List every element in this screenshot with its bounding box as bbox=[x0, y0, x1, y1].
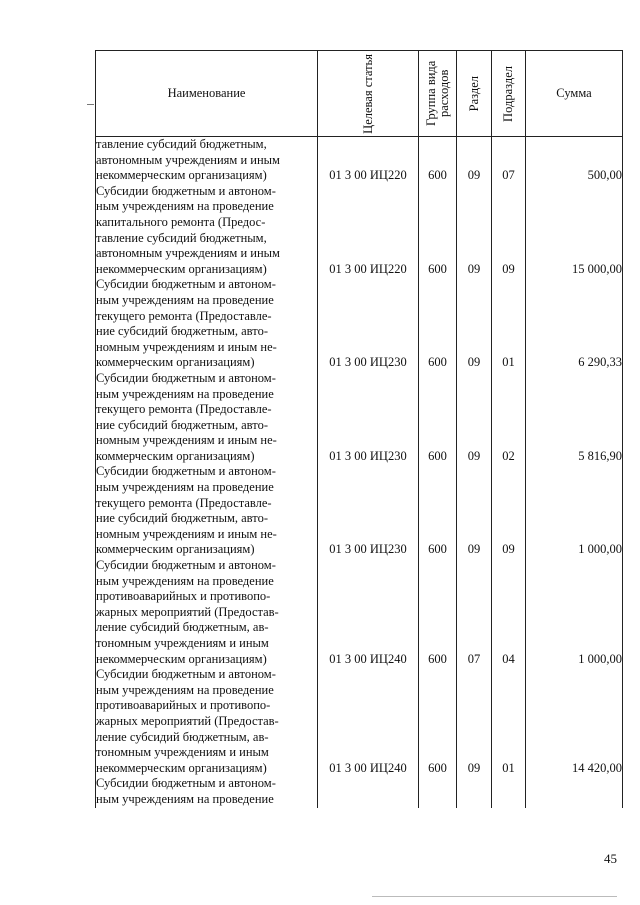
header-expense-group: Группа вида расходов bbox=[419, 51, 457, 137]
name-line: Субсидии бюджетным и автоном- bbox=[96, 183, 276, 198]
row-expense-group: 600 bbox=[419, 558, 457, 667]
row-subsection: 04 bbox=[492, 558, 526, 667]
name-line: противоаварийных и противопо- bbox=[96, 698, 271, 713]
row-amount: 6 290,33 bbox=[526, 277, 623, 371]
name-line: ние субсидий бюджетным, авто- bbox=[96, 324, 268, 339]
name-line: текущего ремонта (Предоставле- bbox=[96, 308, 272, 323]
table-row bbox=[96, 667, 623, 776]
name-line: Субсидии бюджетным и автоном- bbox=[96, 277, 276, 292]
name-line: Субсидии бюджетным и автоном- bbox=[96, 558, 276, 573]
name-line: ным учреждениям на проведение bbox=[96, 791, 274, 806]
row-target-article: 01 3 00 ИЦ220 bbox=[318, 137, 419, 184]
row-name bbox=[96, 184, 318, 278]
name-line: коммерческим организациям) bbox=[96, 542, 255, 557]
row-section: 09 bbox=[457, 277, 492, 371]
margin-mark bbox=[87, 104, 94, 105]
table-body bbox=[96, 137, 623, 808]
row-subsection: 01 bbox=[492, 277, 526, 371]
name-line: автономным учреждениям и иным bbox=[96, 152, 280, 167]
row-expense-group: 600 bbox=[419, 371, 457, 465]
name-line: тономным учреждениям и иным bbox=[96, 745, 269, 760]
row-name bbox=[96, 277, 318, 371]
row-target-article: 01 3 00 ИЦ230 bbox=[318, 277, 419, 371]
table-row bbox=[96, 776, 623, 807]
row-name bbox=[96, 558, 318, 667]
header-target-article: Целевая статья bbox=[318, 51, 419, 137]
row-amount: 15 000,00 bbox=[526, 184, 623, 278]
row-amount: 1 000,00 bbox=[526, 464, 623, 558]
name-line: ным учреждениям на проведение bbox=[96, 480, 274, 495]
header-section: Раздел bbox=[457, 51, 492, 137]
name-line: ние субсидий бюджетным, авто- bbox=[96, 511, 268, 526]
name-line: номным учреждениям и иным не- bbox=[96, 339, 277, 354]
row-target-article: 01 3 00 ИЦ240 bbox=[318, 667, 419, 776]
table-row bbox=[96, 371, 623, 465]
row-expense-group: 600 bbox=[419, 277, 457, 371]
row-expense-group: 600 bbox=[419, 137, 457, 184]
name-line: ление субсидий бюджетным, ав- bbox=[96, 620, 269, 635]
row-amount: 1 000,00 bbox=[526, 558, 623, 667]
row-section: 09 bbox=[457, 371, 492, 465]
table-row bbox=[96, 464, 623, 558]
row-name bbox=[96, 667, 318, 776]
budget-table bbox=[95, 50, 623, 808]
name-line: некоммерческим организациям) bbox=[96, 651, 267, 666]
row-target-article: 01 3 00 ИЦ240 bbox=[318, 558, 419, 667]
name-line: текущего ремонта (Предоставле- bbox=[96, 402, 272, 417]
row-target-article: 01 3 00 ИЦ220 bbox=[318, 184, 419, 278]
name-line: некоммерческим организациям) bbox=[96, 261, 267, 276]
header-amount: Сумма bbox=[526, 51, 623, 137]
row-target-article: 01 3 00 ИЦ230 bbox=[318, 371, 419, 465]
name-line: Субсидии бюджетным и автоном- bbox=[96, 667, 276, 682]
name-line: автономным учреждениям и иным bbox=[96, 246, 280, 261]
name-line: тономным учреждениям и иным bbox=[96, 636, 269, 650]
row-subsection: 07 bbox=[492, 137, 526, 184]
name-line: ным учреждениям на проведение bbox=[96, 573, 274, 588]
row-name bbox=[96, 371, 318, 465]
header-name: Наименование bbox=[96, 51, 318, 137]
row-amount bbox=[526, 776, 623, 807]
header-subsection: Подраздел bbox=[492, 51, 526, 137]
name-line: ние субсидий бюджетным, авто- bbox=[96, 417, 268, 432]
name-line: Субсидии бюджетным и автоном- bbox=[96, 464, 276, 479]
row-name bbox=[96, 776, 318, 807]
name-line: номным учреждениям и иным не- bbox=[96, 526, 277, 541]
name-line: тавление субсидий бюджетным, bbox=[96, 230, 267, 245]
name-line: текущего ремонта (Предоставле- bbox=[96, 495, 272, 510]
row-section: 09 bbox=[457, 137, 492, 184]
name-line: жарных мероприятий (Предостав- bbox=[96, 604, 279, 619]
row-name bbox=[96, 137, 318, 184]
row-target-article: 01 3 00 ИЦ230 bbox=[318, 464, 419, 558]
name-line: некоммерческим организациям) bbox=[96, 168, 267, 183]
name-line: противоаварийных и противопо- bbox=[96, 589, 271, 604]
row-expense-group: 600 bbox=[419, 667, 457, 776]
row-name bbox=[96, 464, 318, 558]
bottom-rule bbox=[372, 896, 617, 897]
name-line: капитального ремонта (Предос- bbox=[96, 214, 266, 229]
name-line: номным учреждениям и иным не- bbox=[96, 433, 277, 448]
row-target-article bbox=[318, 776, 419, 807]
row-section: 09 bbox=[457, 464, 492, 558]
name-line: ным учреждениям на проведение bbox=[96, 292, 274, 307]
table-header-row bbox=[96, 51, 623, 137]
name-line: ным учреждениям на проведение bbox=[96, 682, 274, 697]
row-subsection: 09 bbox=[492, 464, 526, 558]
name-line: ление субсидий бюджетным, ав- bbox=[96, 729, 269, 744]
row-section bbox=[457, 776, 492, 807]
row-expense-group: 600 bbox=[419, 184, 457, 278]
row-amount: 14 420,00 bbox=[526, 667, 623, 776]
row-amount: 5 816,90 bbox=[526, 371, 623, 465]
row-section: 09 bbox=[457, 184, 492, 278]
row-subsection: 09 bbox=[492, 184, 526, 278]
name-line: жарных мероприятий (Предостав- bbox=[96, 713, 279, 728]
table-row bbox=[96, 184, 623, 278]
name-line: коммерческим организациям) bbox=[96, 448, 255, 463]
page-number: 45 bbox=[604, 851, 617, 866]
table-row bbox=[96, 137, 623, 184]
name-line: ным учреждениям на проведение bbox=[96, 199, 274, 214]
name-line: коммерческим организациям) bbox=[96, 355, 255, 370]
row-expense-group: 600 bbox=[419, 464, 457, 558]
table-row bbox=[96, 277, 623, 371]
row-subsection: 02 bbox=[492, 371, 526, 465]
row-subsection bbox=[492, 776, 526, 807]
row-section: 09 bbox=[457, 667, 492, 776]
name-line: некоммерческим организациям) bbox=[96, 760, 267, 775]
name-line: Субсидии бюджетным и автоном- bbox=[96, 370, 276, 385]
row-amount: 500,00 bbox=[526, 137, 623, 184]
row-expense-group bbox=[419, 776, 457, 807]
table-row bbox=[96, 558, 623, 667]
row-section: 07 bbox=[457, 558, 492, 667]
name-line: Субсидии бюджетным и автоном- bbox=[96, 776, 276, 791]
name-line: ным учреждениям на проведение bbox=[96, 386, 274, 401]
row-subsection: 01 bbox=[492, 667, 526, 776]
name-line: тавление субсидий бюджетным, bbox=[96, 137, 267, 151]
